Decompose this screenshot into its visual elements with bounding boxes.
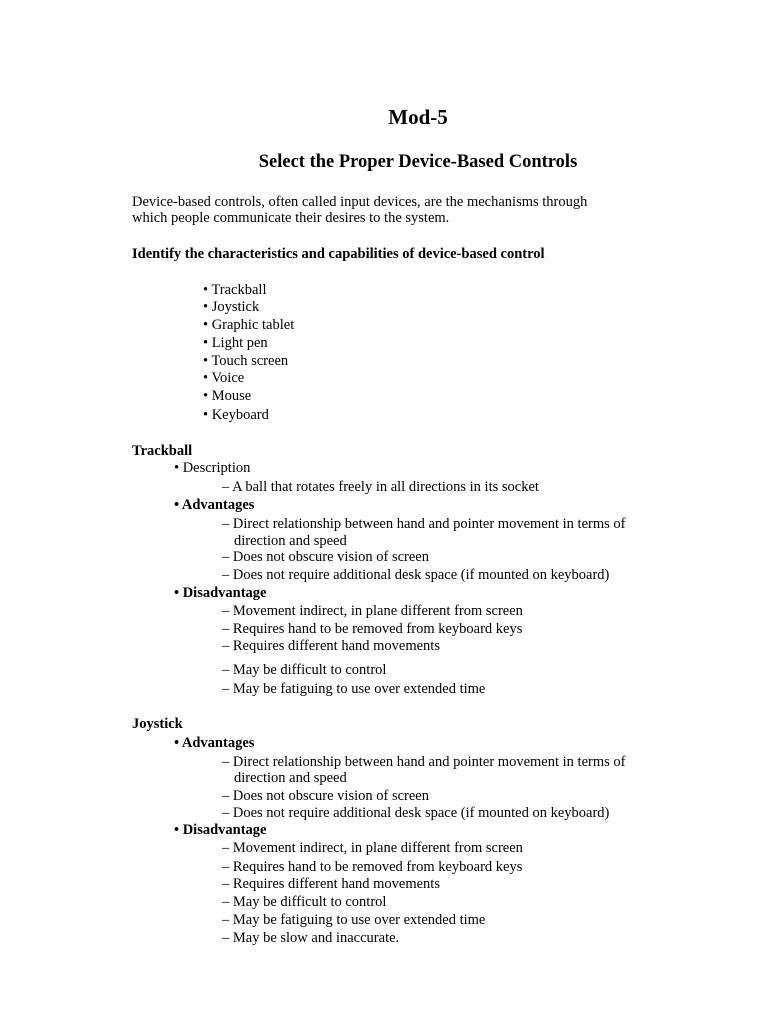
joystick-disadvantage: – May be difficult to control (222, 894, 387, 910)
intro-line-1: Device-based controls, often called input devices, are the mechanisms through (132, 194, 588, 210)
trackball-description-label: • Description (174, 460, 251, 476)
trackball-description: – A ball that rotates freely in all directions in its socket (222, 479, 539, 495)
module-title: Mod-5 (388, 105, 448, 129)
joystick-disadvantage: – Requires different hand movements (222, 876, 440, 892)
device-list-item: • Mouse (203, 388, 252, 404)
joystick-disadvantage: – May be slow and inaccurate. (222, 930, 400, 946)
device-list-item: • Voice (203, 370, 245, 386)
joystick-disadvantage: – Requires hand to be removed from keyboard keys (222, 859, 523, 875)
trackball-disadvantage: – Requires hand to be removed from keyboard keys (222, 621, 523, 637)
device-list-item: • Light pen (203, 335, 268, 351)
joystick-advantage: – Direct relationship between hand and pointer movement in terms of (222, 754, 626, 770)
trackball-disadvantage: – Requires different hand movements (222, 638, 440, 654)
joystick-advantage: direction and speed (234, 770, 347, 786)
device-list-item: • Joystick (203, 299, 260, 315)
trackball-advantage: – Does not require additional desk space (if mounted on keyboard) (222, 567, 610, 583)
joystick-disadvantage: – May be fatiguing to use over extended time (222, 912, 486, 928)
identify-heading: Identify the characteristics and capabilities of device-based control (132, 246, 545, 262)
joystick-advantage: – Does not require additional desk space (if mounted on keyboard) (222, 805, 610, 821)
joystick-disadvantage: – Movement indirect, in plane different from screen (222, 840, 523, 856)
trackball-disadvantage-label: • Disadvantage (174, 585, 267, 601)
trackball-advantages-label: • Advantages (174, 497, 255, 513)
trackball-advantage: – Does not obscure vision of screen (222, 549, 429, 565)
trackball-heading: Trackball (132, 443, 193, 459)
trackball-disadvantage: – May be fatiguing to use over extended time (222, 681, 486, 697)
trackball-disadvantage: – Movement indirect, in plane different from screen (222, 603, 523, 619)
trackball-advantage: direction and speed (234, 533, 347, 549)
trackball-advantage: – Direct relationship between hand and pointer movement in terms of (222, 516, 626, 532)
page-title: Select the Proper Device-Based Controls (258, 152, 578, 172)
joystick-advantages-label: • Advantages (174, 735, 255, 751)
joystick-advantage: – Does not obscure vision of screen (222, 788, 429, 804)
device-list-item: • Graphic tablet (203, 317, 295, 333)
device-list-item: • Trackball (203, 282, 267, 298)
joystick-heading: Joystick (132, 716, 183, 732)
trackball-disadvantage: – May be difficult to control (222, 662, 387, 678)
joystick-disadvantage-label: • Disadvantage (174, 822, 267, 838)
intro-line-2: which people communicate their desires to the system. (132, 210, 450, 226)
device-list-item: • Touch screen (203, 353, 289, 369)
device-list-item: • Keyboard (203, 407, 269, 423)
